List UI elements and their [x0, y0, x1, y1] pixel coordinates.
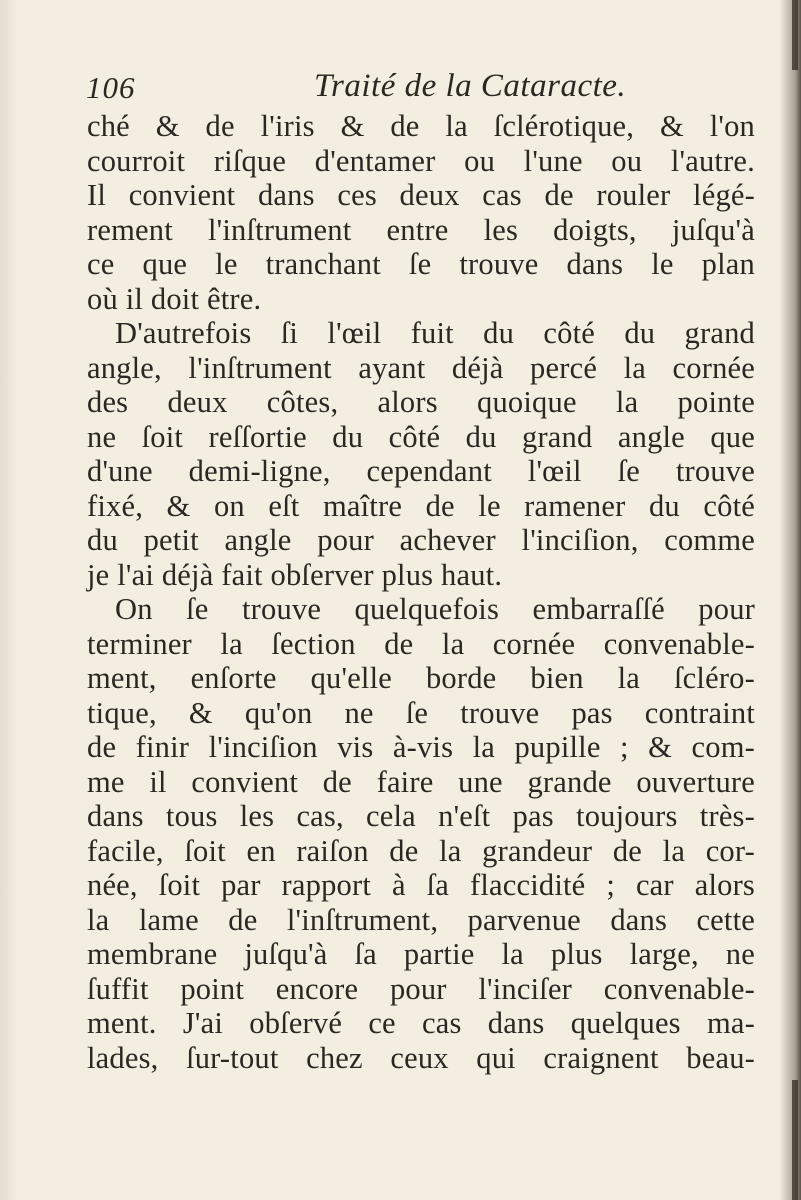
text-line: d'une demi-ligne, cependant l'œil ſe trouve — [87, 454, 755, 488]
text-line: courroit riſque d'entamer ou l'une ou l'autre. — [87, 143, 755, 178]
text-line: ment, enſorte qu'elle borde bien la ſcléro- — [87, 661, 755, 695]
page-header — [86, 68, 627, 110]
text-line: tique, & qu'on ne ſe trouve pas contraint — [87, 695, 755, 730]
page-edge-shadow — [792, 1080, 798, 1200]
text-line: née, ſoit par rapport à ſa flaccidité ; car alors — [87, 868, 755, 902]
text-line: angle, l'inſtrument ayant déjà percé la cornée — [87, 350, 755, 385]
page-number: 106 — [86, 70, 136, 105]
text-line: On ſe trouve quelquefois embarraſſé pour — [115, 592, 755, 626]
text-line: ment. J'ai obſervé ce cas dans quelques ma- — [87, 1006, 755, 1040]
text-line: ſuffit point encore pour l'inciſer convenable- — [87, 971, 755, 1006]
text-line: membrane juſqu'à ſa partie la plus large, ne — [87, 937, 755, 971]
text-line: dans tous les cas, cela n'eſt pas toujours très- — [87, 799, 755, 833]
text-line: des deux côtes, alors quoique la pointe — [87, 385, 755, 419]
text-line: rement l'inſtrument entre les doigts, juſqu'à — [87, 212, 755, 247]
text-line: ne ſoit reſſortie du côté du grand angle que — [87, 419, 755, 454]
text-line: ché & de l'iris & de la ſclérotique, & l'on — [87, 109, 755, 143]
text-line: fixé, & on eſt maître de le ramener du côté — [87, 488, 755, 523]
text-line: Il convient dans ces deux cas de rouler légé- — [87, 178, 755, 212]
page-edge-shadow — [792, 0, 798, 70]
text-line: du petit angle pour achever l'inciſion, comme — [87, 523, 755, 557]
text-line: la lame de l'inſtrument, parvenue dans cette — [87, 902, 755, 937]
text-line: facile, ſoit en raiſon de la grandeur de la cor- — [87, 833, 755, 868]
running-title: Traité de la Cataracte. — [314, 68, 627, 104]
text-line: D'autrefois ſi l'œil fuit du côté du grand — [115, 316, 755, 350]
body-text — [87, 109, 755, 1075]
text-line: ce que le tranchant ſe trouve dans le plan — [87, 247, 755, 281]
text-line: me il convient de faire une grande ouverture — [87, 764, 755, 799]
text-line: où il doit être. — [87, 281, 262, 316]
text-line: terminer la ſection de la cornée convenable- — [87, 626, 755, 661]
text-line: de finir l'inciſion vis à-vis la pupille ; & com- — [87, 730, 755, 764]
text-line: lades, ſur-tout chez ceux qui craignent beau- — [87, 1040, 755, 1075]
text-line: je l'ai déjà fait obſerver plus haut. — [87, 557, 503, 592]
